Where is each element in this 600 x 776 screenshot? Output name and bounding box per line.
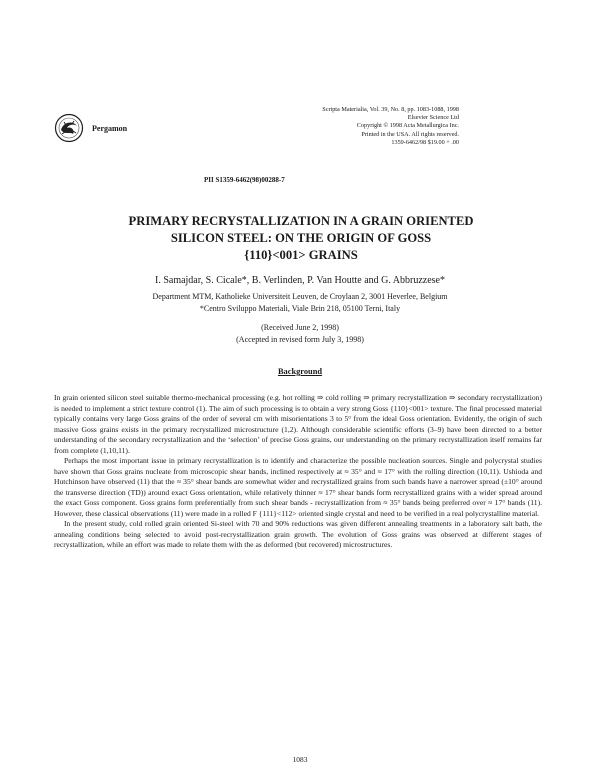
- affiliations: [40, 291, 560, 315]
- journal-line: Printed in the USA. All rights reserved.: [361, 130, 459, 138]
- body-paragraph: Perhaps the most important issue in primary recrystallization is to identify and characterize the possible nucleation sources. Single and polycrystal studies have shown that Goss grains nucleate from microscopic shear bands, inclined respectively at ≈ 35° and ≈ 17° with the rolling direction (10,11). Ushioda and Hutchinson have observed (11) that the ≈ 35° shear bands are somewhat wider and recrystallized grains from such bands have a narrower spread (±10° around the transverse direction (TD)) around exact Goss orientation, while relatively thinner ≈ 17° shear bands form recrystallized grains with a wider spread around the exact Goss component. Goss grains form preferentially from such shear bands - recrystallization from ≈ 35° bands being preferred over ≈ 17° bands (11). However, these classical observations (11) were made in a rolled F {111}<112> oriented single crystal and need to be verified in a real polycrystalline material.: [54, 456, 542, 518]
- title-line: {110}<001> GRAINS: [244, 248, 358, 262]
- affiliation-line: Department MTM, Katholieke Universiteit Leuven, de Croylaan 2, 3001 Heverlee, Belgium: [152, 292, 448, 301]
- article-dates: [40, 322, 560, 346]
- affiliation-line: *Centro Sviluppo Materiali, Viale Brin 218, 05100 Terni, Italy: [199, 304, 401, 313]
- publisher-name: Pergamon: [92, 124, 128, 133]
- received-date: (Received June 2, 1998): [261, 323, 339, 332]
- pergamon-logo: [54, 113, 84, 143]
- pii-identifier: PII S1359-6462(98)00288-7: [204, 176, 285, 184]
- page-number: 1083: [292, 755, 308, 764]
- journal-line: Elsevier Science Ltd: [407, 114, 459, 122]
- title-line: SILICON STEEL: ON THE ORIGIN OF GOSS: [170, 231, 432, 245]
- journal-line: Copyright © 1998 Acta Metallurgica Inc.: [356, 122, 459, 130]
- author-list: I. Samajdar, S. Cicale*, B. Verlinden, P. Van Houtte and G. Abbruzzese*: [154, 275, 445, 286]
- section-body: [54, 393, 542, 551]
- body-paragraph: In the present study, cold rolled grain oriented Si-steel with 70 and 90% reductions was given different annealing treatments in a laboratory salt bath, the annealing conditions being selected to avoid post-recrystallization grain growth. The evolution of Goss grains was observed at different stages of recrystallization, while an effort was made to relate them with the as deformed (but recovered) microstructures.: [54, 519, 542, 549]
- journal-line: Scripta Materialia, Vol. 39, No. 8, pp. 1083-1088, 1998: [322, 106, 459, 113]
- section-heading: Background: [277, 367, 323, 376]
- body-paragraph: In grain oriented silicon steel suitable thermo-mechanical processing (e.g. hot rolling ⇒ cold rolling ⇒ primary recrystallization ⇒ secondary recrystallization) is needed to implement a strict texture control (1). The aim of such processing is to obtain a very strong Goss {110}<001> texture. The final processed material typically contains very large Goss grains of the order of several cm with misorientations 3 to 5° from the ideal Goss orientation. Evidently, the origin of such massive Goss grains exists in the primary recrystallized microstructure (1,2). Although considerable scientific efforts (3–9) have been directed to a better understanding of the secondary recrystallization and the ‘selection’ of precise Goss grains, our understanding on the primary recrystallization itself remains far from complete (1,10,11).: [54, 393, 542, 455]
- accepted-date: (Accepted in revised form July 3, 1998): [236, 335, 364, 344]
- journal-citation: [219, 106, 459, 147]
- title-line: PRIMARY RECRYSTALLIZATION IN A GRAIN ORIENTED: [128, 214, 474, 228]
- article-title: [40, 213, 562, 264]
- journal-line: 1359-6462/98 $19.00 + .00: [391, 138, 459, 146]
